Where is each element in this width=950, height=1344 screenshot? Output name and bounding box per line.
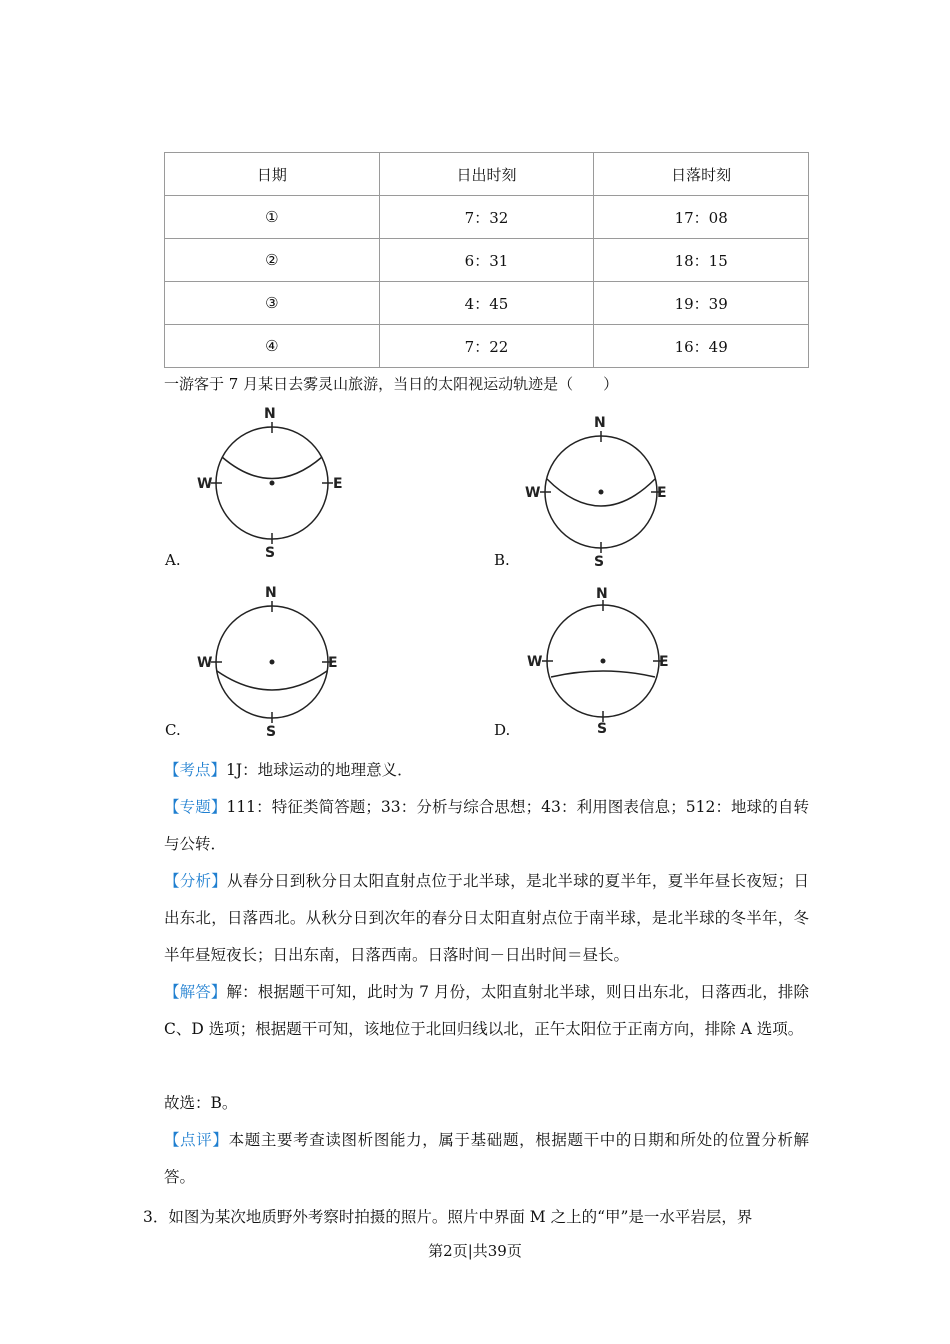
table-row bbox=[165, 282, 809, 325]
table-cell: ② bbox=[165, 239, 380, 282]
north-label: N bbox=[265, 585, 277, 601]
option-b-label: B. bbox=[494, 551, 510, 569]
jieda-tag: 【解答】 bbox=[164, 983, 227, 1001]
east-label: E bbox=[657, 485, 667, 501]
table-row bbox=[165, 239, 809, 282]
table-cell: 6：31 bbox=[379, 239, 594, 282]
north-label: N bbox=[594, 415, 606, 431]
diagram-option-a bbox=[195, 405, 355, 560]
south-label: S bbox=[597, 721, 608, 737]
north-label: N bbox=[596, 586, 608, 602]
table-cell: 7：32 bbox=[379, 196, 594, 239]
kaodian-tag: 【考点】 bbox=[164, 761, 227, 779]
table-cell: 19：39 bbox=[594, 282, 809, 325]
zhuanti-text: 111：特征类简答题；33：分析与综合思想；43：利用图表信息；512：地球的自转与公转． bbox=[164, 798, 809, 853]
dianping-tag: 【点评】 bbox=[164, 1131, 229, 1149]
fenxi-text: 从春分日到秋分日太阳直射点位于北半球，是北半球的夏半年，夏半年昼长夜短；日出东北，日落西北。从秋分日到次年的春分日太阳直射点位于南半球，是北半球的冬半年，冬半年昼短夜长；日出东南，日落西南。日落时间－日出时间＝昼长。 bbox=[164, 872, 809, 964]
table-row bbox=[165, 325, 809, 368]
table-header-cell: 日出时刻 bbox=[379, 153, 594, 196]
table-cell: 4：45 bbox=[379, 282, 594, 325]
west-label: W bbox=[525, 485, 541, 501]
table-header-cell: 日落时刻 bbox=[594, 153, 809, 196]
dianping-text: 本题主要考查读图析图能力，属于基础题，根据题干中的日期和所处的位置分析解答。 bbox=[164, 1131, 809, 1186]
fenxi-paragraph bbox=[164, 863, 809, 974]
option-d-label: D. bbox=[494, 721, 511, 739]
south-label: S bbox=[265, 545, 276, 560]
answer-line: 故选：B。 bbox=[164, 1094, 238, 1112]
west-label: W bbox=[197, 476, 213, 492]
table-header-cell: 日期 bbox=[165, 153, 380, 196]
zhuanti-tag: 【专题】 bbox=[164, 798, 227, 816]
sunrise-sunset-table bbox=[164, 152, 809, 368]
north-label: N bbox=[264, 406, 276, 422]
table-row bbox=[165, 196, 809, 239]
jieda-paragraph bbox=[164, 974, 809, 1048]
east-label: E bbox=[328, 655, 338, 671]
table-cell: ④ bbox=[165, 325, 380, 368]
table-cell: 17：08 bbox=[594, 196, 809, 239]
diagram-option-c bbox=[195, 585, 355, 740]
kaodian-text: 1J：地球运动的地理意义． bbox=[226, 761, 413, 779]
fenxi-tag: 【分析】 bbox=[164, 872, 227, 890]
question-stem: 一游客于 7 月某日去雾灵山旅游，当日的太阳视运动轨迹是（ ） bbox=[164, 375, 619, 393]
jieda-text: 解：根据题干可知，此时为 7 月份，太阳直射北半球，则日出东北，日落西北，排除 C、D 选项；根据题干可知，该地位于北回归线以北，正午太阳位于正南方向，排除 A 选项。 bbox=[164, 983, 809, 1038]
option-c-label: C. bbox=[165, 721, 181, 739]
table-header-row bbox=[165, 153, 809, 196]
table-cell: 16：49 bbox=[594, 325, 809, 368]
east-label: E bbox=[333, 476, 343, 492]
option-a-label: A. bbox=[165, 551, 181, 569]
question-3-text: 3．如图为某次地质野外考察时拍摄的照片。照片中界面 M 之上的“甲”是一水平岩层，界 bbox=[143, 1208, 753, 1226]
zhuanti-paragraph bbox=[164, 789, 809, 863]
dianping-paragraph bbox=[164, 1122, 809, 1196]
kaodian-paragraph bbox=[164, 752, 809, 789]
west-label: W bbox=[527, 654, 543, 670]
east-label: E bbox=[659, 654, 669, 670]
south-label: S bbox=[594, 554, 605, 570]
table-cell: ③ bbox=[165, 282, 380, 325]
table-cell: 18：15 bbox=[594, 239, 809, 282]
table-cell: ① bbox=[165, 196, 380, 239]
west-label: W bbox=[197, 655, 213, 671]
table-cell: 7：22 bbox=[379, 325, 594, 368]
south-label: S bbox=[266, 724, 277, 740]
diagram-option-d bbox=[525, 585, 685, 740]
diagram-option-b bbox=[523, 415, 683, 570]
page-footer: 第2页|共39页 bbox=[428, 1242, 522, 1260]
